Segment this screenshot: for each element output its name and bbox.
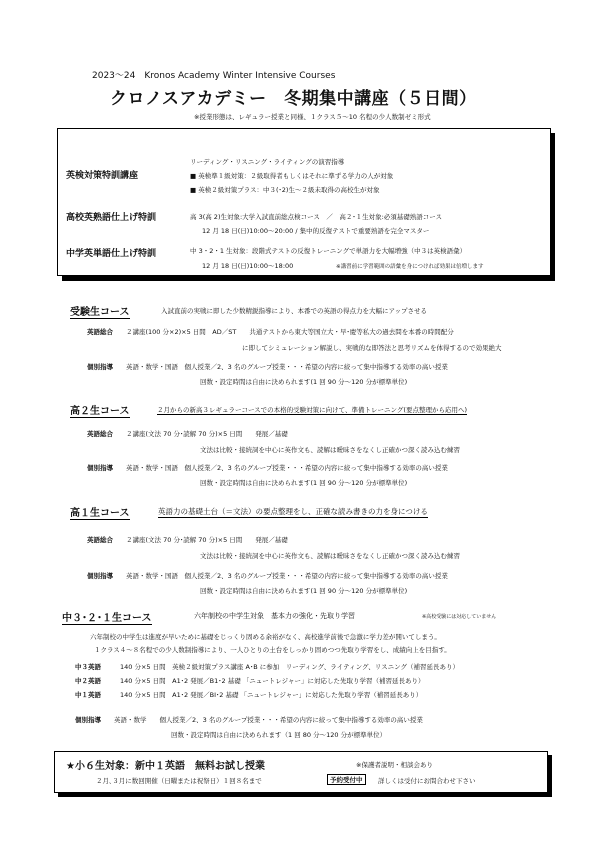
ko2-sogo-label: 英語総合	[87, 430, 113, 438]
chugaku-line1: 中 3・2・1 生対象：段階式テストの反復トレーニングで単語力を大幅増強（中３は英検語彙）	[190, 247, 467, 255]
header-subtitle: 2023～24 Kronos Academy Winter Intensive Courses	[92, 71, 336, 81]
ko2-kobetsu-line1: 英語・数学・国語 個人授業／2、3 名のグループ授業・・・希望の内容に絞って集中指導する効率の高い授業	[126, 464, 448, 472]
ko1-sogo-line2: 文法は比較・接続詞を中心に英作文も、読解は曖昧さをなくし正確かつ深く読み込む練習	[200, 552, 460, 560]
chu-para1: 六年制校の中学生は進度が早いために基礎をじっくり固める余裕がなく、高校進学前後で急激に学力差が開いてしまう。	[90, 633, 441, 641]
ko1-title: 高１生コース	[70, 504, 130, 520]
chu2-text: 140 分×5 日間 A1･2 発展／B1･2 基礎 「ニュートレジャー」に対応した先取り学習（補習延長あり）	[120, 677, 425, 685]
ko2-sogo-line1: ２講座(文法 70 分･読解 70 分)×5 日間 発展／基礎	[126, 430, 288, 438]
ko2-kobetsu-label: 個別指導	[87, 464, 113, 472]
juken-sogo-label: 英語総合	[87, 328, 113, 336]
juken-title: 受験生コース	[70, 303, 130, 319]
juken-kobetsu-line1: 英語・数学・国語 個人授業／2、3 名のグループ授業・・・希望の内容に絞って集中指導する効率の高い授業	[126, 363, 448, 371]
trial-title: ★小６生対象：新中１英語 無料お試し授業	[66, 761, 265, 772]
ko1-kobetsu-label: 個別指導	[87, 572, 113, 580]
ko1-desc: 英語力の基礎土台（＝文法）の要点整理をし、正確な読み書きの力を身につける	[158, 507, 428, 516]
juken-sogo-line1: ２講座(100 分×2)×5 日間 AD／ST 共通テストから東大等国立大・早･慶等私大の過去問を本番の時間配分	[126, 328, 454, 336]
chugaku-note: ※講習前に学習範囲の語彙を身につければ効果は倍増します	[336, 264, 484, 270]
chu-kobetsu-line2: 回数・設定時間は自由に決められます（1 回 80 分～120 分が標準単位）	[171, 731, 387, 739]
header-note: ※授業形態は、レギュラー授業と同様、１クラス５～10 名程の少人数制ゼミ形式	[194, 113, 431, 121]
eiken-title: 英検対策特訓講座	[66, 171, 139, 181]
koko-line2: 12 月 18 日(日)10:00～20:00 / 集中的反復テストで重要熟語を完全マスター	[202, 227, 430, 235]
chugaku-title: 中学英単語仕上げ特訓	[66, 249, 157, 259]
chu-kobetsu-label: 個別指導	[75, 716, 101, 724]
eiken-line3: ■ 英検２級対策プラス：中３(･2)生～２級未取得の高校生が対象	[190, 186, 380, 194]
chu-para2: １クラス４～８名程での少人数制指導により、一人ひとりの土台をしっかり固めつつ先取り学習をし、成績向上を目指す。	[94, 646, 451, 654]
chu-desc: 六年制校の中学生対象 基本力の強化・先取り学習	[194, 612, 355, 620]
trial-line: ２月､３月に数回開催（日曜または祝祭日）１回８名まで	[96, 777, 262, 785]
chu3-text: 140 分×5 日間 英検２級対策プラス講座 A･B に参加 リーディング、ライティング、リスニング（補習延長あり）	[120, 663, 459, 671]
chu-title: 中３･２･１生コース	[62, 609, 152, 625]
chugaku-line2: 12 月 18 日(日)10:00～18:00	[202, 262, 294, 270]
reservation-badge: 予約受付中	[327, 774, 366, 785]
chu-desc-note: ※高校受験には対応していません	[422, 614, 497, 620]
juken-desc: 入試直前の実戦に即した少数精鋭指導により、本番での英語の得点力を大幅にアップさせる	[161, 307, 428, 315]
chu1-label: 中１英語	[75, 691, 101, 699]
ko2-sogo-line2: 文法は比較・接続詞を中心に英作文も、読解は曖昧さをなくし正確かつ深く読み込む練習	[200, 446, 460, 454]
chu2-label: 中２英語	[75, 677, 101, 685]
ko1-kobetsu-line1: 英語・数学・国語 個人授業／2、3 名のグループ授業・・・希望の内容に絞って集中指導する効率の高い授業	[126, 572, 448, 580]
page-title: クロノスアカデミー 冬期集中講座（５日間）	[110, 89, 477, 109]
koko-line1: 高 3(高 2)生対象:大学入試直前総点検コース ／ 高２･１生対象:必須基礎熟語コース	[190, 213, 442, 221]
ko2-title: 高２生コース	[70, 402, 130, 418]
eiken-line2: ■ 英検準１級対策：２級取得者もしくはそれに準ずる学力の人が対象	[190, 172, 394, 180]
ko1-sogo-label: 英語総合	[87, 536, 113, 544]
ko2-desc: ２月からの新高３レギュラーコースでの本格的受験対策に向けて、準備トレーニング(要点整理から応用へ)	[157, 406, 467, 414]
eiken-line1: リーディング・リスニング・ライティングの演習指導	[190, 158, 345, 166]
trial-note: ※保護者説明・相談会あり	[356, 761, 433, 769]
juken-sogo-line2: に即してシミュレーション解説し、実戦的な即答法と思考リズムを体得するので効果絶大	[242, 344, 502, 352]
koko-title: 高校英熟語仕上げ特訓	[66, 213, 157, 223]
juken-kobetsu-label: 個別指導	[87, 363, 113, 371]
ko1-sogo-line1: ２講座(文法 70 分･読解 70 分)×5 日間 発展／基礎	[126, 536, 288, 544]
juken-kobetsu-line2: 回数・設定時間は自由に決められます(1 回 90 分～120 分が標準単位)	[200, 378, 408, 386]
ko2-kobetsu-line2: 回数・設定時間は自由に決められます(1 回 90 分～120 分が標準単位)	[200, 479, 408, 487]
chu1-text: 140 分×5 日間 A1･2 発展／BI･2 基礎 「ニュートレジャー」に対応した先取り学習（補習延長あり）	[120, 691, 423, 699]
ko1-kobetsu-line2: 回数・設定時間は自由に決められます(1 回 90 分～120 分が標準単位)	[200, 587, 408, 595]
chu3-label: 中３英語	[75, 663, 101, 671]
trial-contact: 詳しくは受付にお問合わせ下さい	[378, 777, 476, 785]
chu-kobetsu-line1: 英語・数学 個人授業／2、3 名のグループ授業・・・希望の内容に絞って集中指導する効率の高い授業	[114, 716, 423, 724]
